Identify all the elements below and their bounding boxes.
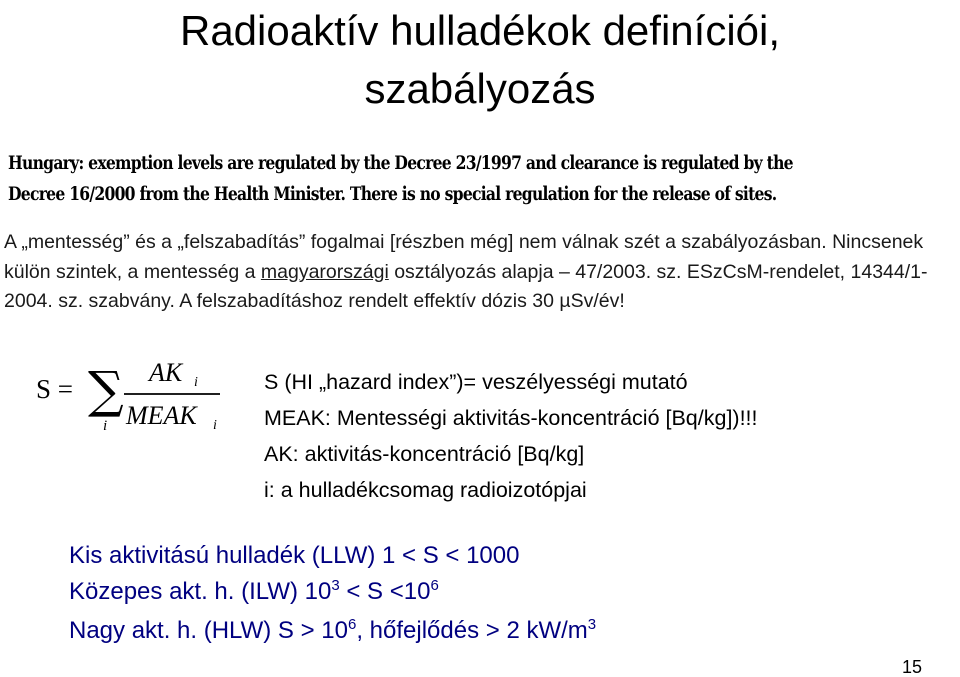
formula-sum-index: i [103,418,108,434]
slide-title [0,2,960,118]
category-hlw-prefix: Nagy akt. h. (HLW) S > 10 [69,617,348,644]
category-hlw-exponent-2: 3 [587,616,597,633]
category-ilw-exponent-1: 3 [331,577,340,594]
category-ilw-prefix: Közepes akt. h. (ILW) 10 [69,578,332,605]
definition-ak: AK: aktivitás-koncentráció [Bq/kg] [264,442,585,466]
scanned-note [8,148,793,210]
paragraph-text-start: A „mentesség” és a „felszabadítás” fogalmai [részben még] nem válnak szét a szabályozásban. Nincsenek külön szintek, a mentesség a [4,231,924,283]
page-number: 15 [901,657,922,677]
category-llw: Kis aktivitású hulladék (LLW) 1 < S < 1000 [69,542,520,569]
category-hlw-middle: , hőfejlődés > 2 kW/m [356,617,588,644]
paragraph-underlined-word: magyarországi [260,260,389,283]
formula-numerator-subscript: i [194,375,198,390]
formula-lhs: S = [36,374,73,404]
paragraph-text-end: osztályozás alapja – 47/2003. sz. ESzCsM-rendelet, 14344/1-2004. sz. szabvány. A felszabadításhoz rendelt effektív dózis 30 µSv/év! [4,260,928,312]
category-hlw [69,613,596,652]
formula-numerator: AK [149,358,183,387]
definitions-list [264,364,758,508]
scanned-note-line-2: Decree 16/2000 from the Health Minister. There is no special regulation for the release of sites. [8,183,777,205]
slide-title-line-1: Radioaktív hulladékok definíciói, [179,7,781,54]
waste-categories [69,538,596,652]
definition-i: i: a hulladékcsomag radioizotópjai [264,478,587,502]
formula-denominator: MEAK [126,401,197,430]
regulation-paragraph [4,228,960,345]
scanned-note-line-1: Hungary: exemption levels are regulated by the Decree 23/1997 and clearance is regulated by the [8,152,793,174]
category-ilw [69,574,596,613]
definition-meak: MEAK: Mentességi aktivitás-koncentráció [Bq/kg])!!! [264,406,758,430]
category-ilw-middle: < S <10 [339,578,431,605]
definition-s: S (HI „hazard index”)= veszélyességi mutató [264,370,688,394]
formula-denominator-subscript: i [213,418,217,433]
hazard-index-formula [36,352,236,437]
slide-title-line-2: szabályozás [364,65,596,112]
formula-sum-symbol: ∑ [88,361,124,419]
category-hlw-exponent-1: 6 [348,616,357,633]
category-ilw-exponent-2: 6 [430,577,439,594]
